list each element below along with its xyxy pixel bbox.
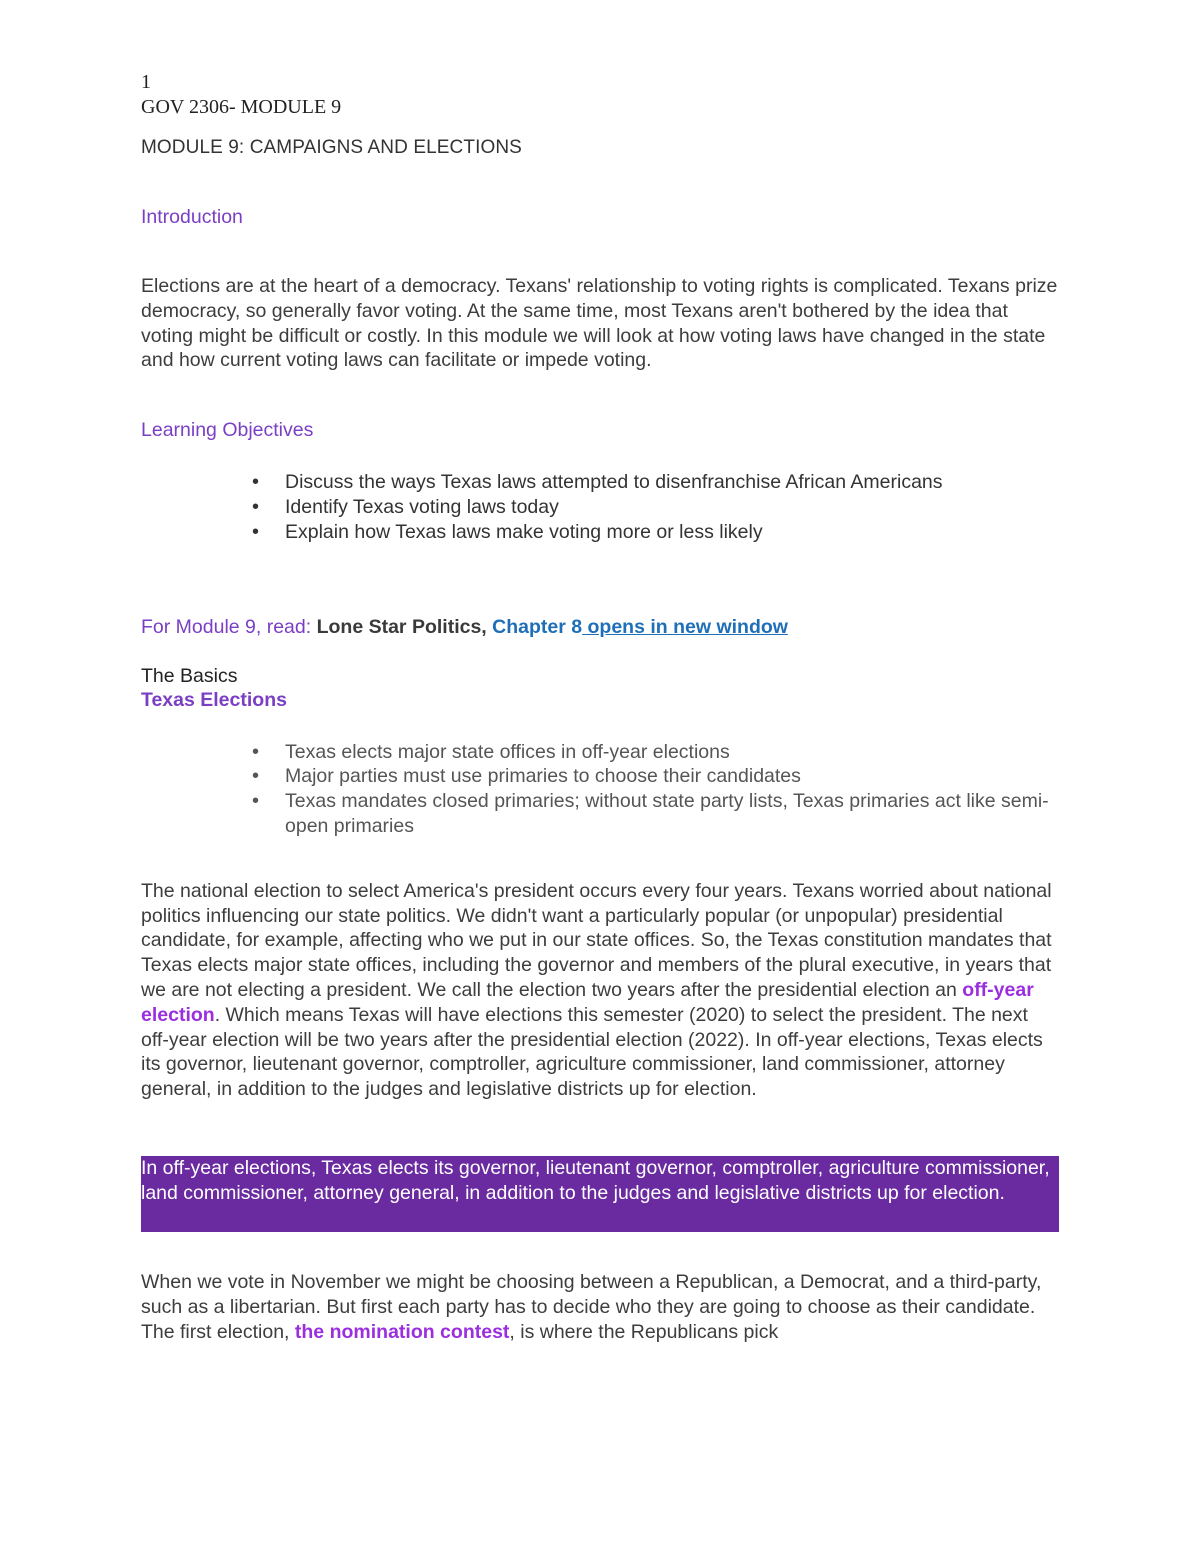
open-in-new-window-link[interactable]: opens in new window xyxy=(582,615,788,638)
bullet-icon: • xyxy=(252,471,260,494)
november-vote-paragraph xyxy=(141,1270,1061,1344)
chapter-link[interactable]: Chapter 8 xyxy=(492,615,583,638)
page-number: 1 xyxy=(141,71,151,93)
paragraph-text: When we vote in November we might be choosing between a Republican, a Democrat, and a third-party, such as a libertarian. But first each party has to decide who they are going to choose as their candidate. The first election, xyxy=(141,1270,1042,1343)
reading-prefix: For Module 9, read: xyxy=(141,615,317,638)
highlight-text: In off-year elections, Texas elects its governor, lieutenant governor, comptroller, agriculture commissioner, land commissioner, attorney general, in addition to the judges and legislative districts up for election. xyxy=(141,1156,1050,1204)
reading-book-title: Lone Star Politics, xyxy=(316,615,487,638)
texas-elections-subheading: Texas Elections xyxy=(141,688,287,711)
highlight-callout xyxy=(141,1156,1059,1232)
paragraph-text: The national election to select America's president occurs every four years. Texans worried about national politics influencing our state politics. We didn't want a particularly popular (or unpopular) presidential candidate, for example, affecting who we put in our state offices. So, the Texas constitution mandates that Texas elects major state offices, including the governor and members of the plural executive, in years that we are not electing a president. We call the election two years after the presidential election an xyxy=(141,879,1052,1001)
basics-item-text: Texas mandates closed primaries; without state party lists, Texas primaries act like semi-open primaries xyxy=(285,790,1049,837)
reading-assignment xyxy=(141,615,1061,639)
nomination-contest-term: the nomination contest xyxy=(294,1320,510,1343)
objective-text: Discuss the ways Texas laws attempted to disenfranchise African Americans xyxy=(285,471,943,494)
learning-objectives-heading: Learning Objectives xyxy=(141,419,314,442)
module-title: MODULE 9: CAMPAIGNS AND ELECTIONS xyxy=(141,137,522,158)
list-item xyxy=(141,520,1061,545)
basics-item-text: Texas elects major state offices in off-year elections xyxy=(285,740,730,763)
basics-item-text: Major parties must use primaries to choose their candidates xyxy=(285,765,801,788)
bullet-icon: • xyxy=(252,520,260,543)
list-item xyxy=(141,789,1061,839)
basics-list xyxy=(141,740,1061,839)
off-year-election-term: off-year election xyxy=(141,978,1034,1026)
basics-label: The Basics xyxy=(141,664,238,687)
learning-objectives-list xyxy=(141,470,1061,544)
document-page xyxy=(141,70,1061,1344)
list-item xyxy=(141,740,1061,765)
course-header: GOV 2306- MODULE 9 xyxy=(141,96,342,118)
introduction-text: Elections are at the heart of a democracy. Texans' relationship to voting rights is complicated. Texans prize democracy, so generally favor voting. At the same time, most Texans aren't bothered by the idea that voting might be difficult or costly. In this module we will look at how voting laws have changed in the state and how current voting laws can facilitate or impede voting. xyxy=(141,275,1058,372)
list-item xyxy=(141,470,1061,495)
national-election-paragraph xyxy=(141,879,1061,1102)
bullet-icon: • xyxy=(252,790,260,813)
bullet-icon: • xyxy=(252,740,260,763)
list-item xyxy=(141,764,1061,789)
objective-text: Explain how Texas laws make voting more or less likely xyxy=(285,520,763,543)
introduction-heading: Introduction xyxy=(141,206,243,228)
bullet-icon: • xyxy=(252,495,260,518)
bullet-icon: • xyxy=(252,765,260,788)
paragraph-text: . Which means Texas will have elections this semester (2020) to select the president. The next off-year election will be two years after the presidential election (2022). In off-year elections, Texas elects its governor, lieutenant governor, comptroller, agriculture commissioner, land commissioner, attorney general, in addition to the judges and legislative districts up for election. xyxy=(141,1003,1043,1101)
objective-text: Identify Texas voting laws today xyxy=(285,495,559,518)
list-item xyxy=(141,495,1061,520)
paragraph-text: , is where the Republicans pick xyxy=(509,1320,779,1343)
